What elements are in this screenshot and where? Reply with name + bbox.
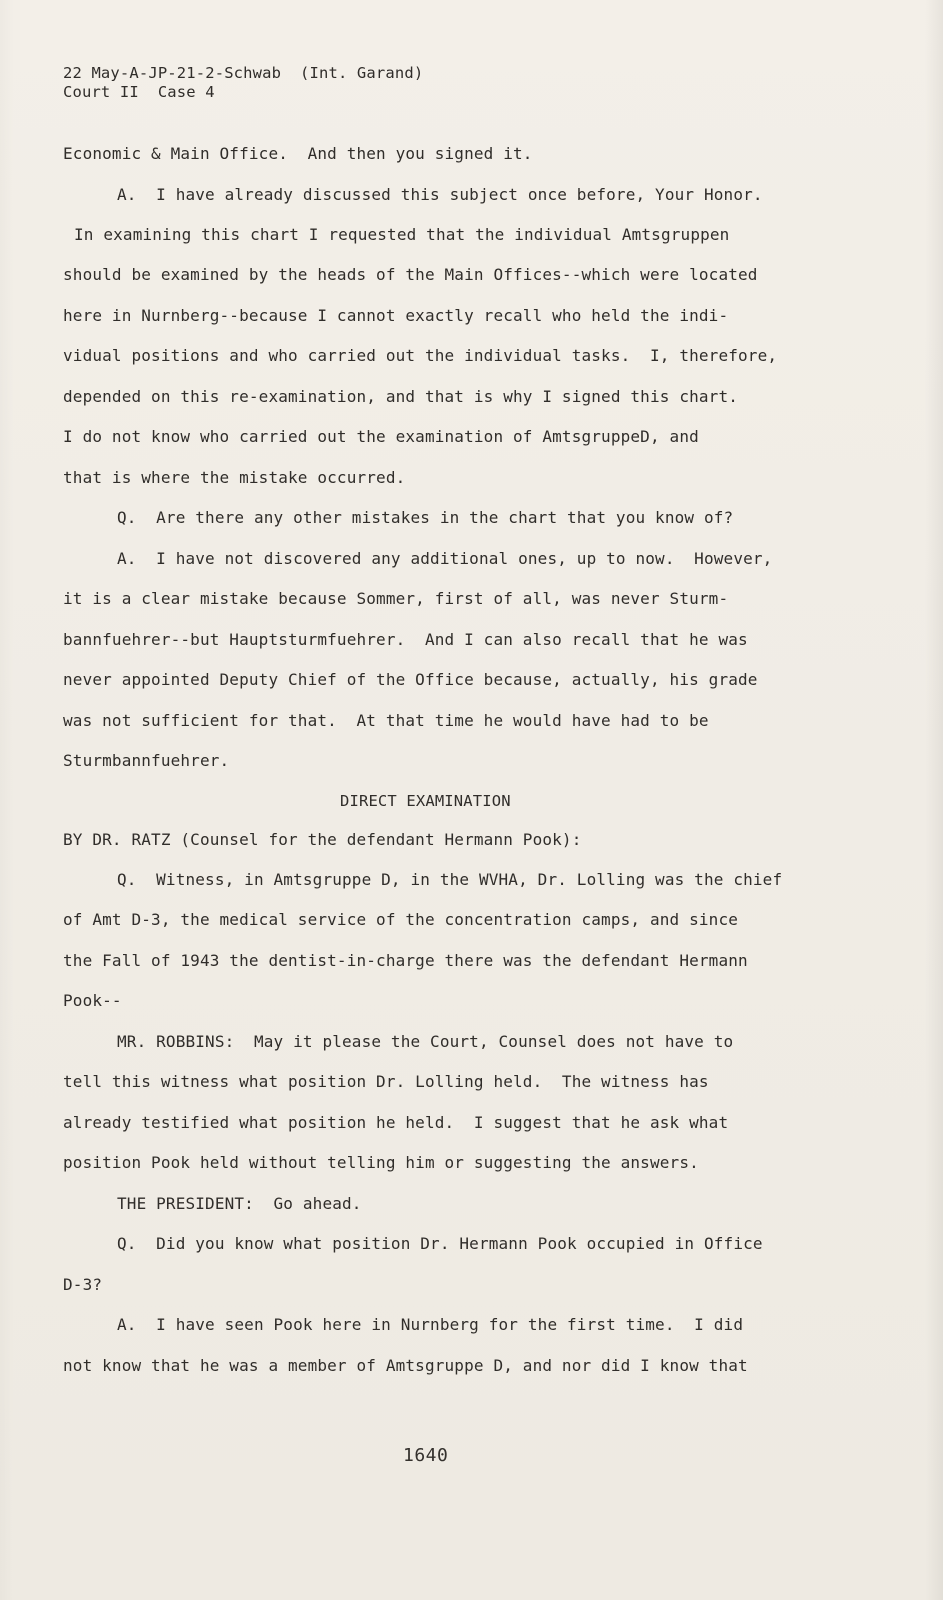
body-line-20: of Amt D-3, the medical service of the concentration camps, and since (63, 910, 739, 929)
body-line-29: D-3? (63, 1275, 103, 1294)
body-line-11: A. I have not discovered any additional ones, up to now. However, (117, 549, 773, 568)
body-line-27: THE PRESIDENT: Go ahead. (117, 1194, 362, 1213)
body-line-9: that is where the mistake occurred. (63, 468, 406, 487)
body-line-16: Sturmbannfuehrer. (63, 751, 230, 770)
body-line-30: A. I have seen Pook here in Nurnberg for the first time. I did (117, 1315, 744, 1334)
page-number: 1640 (403, 1445, 449, 1466)
body-line-3: In examining this chart I requested that the individual Amtsgruppen (74, 225, 730, 244)
body-line-25: already testified what position he held. I suggest that he ask what (63, 1113, 729, 1132)
body-line-8: I do not know who carried out the examination of AmtsgruppeD, and (63, 427, 699, 446)
body-line-2: A. I have already discussed this subject once before, Your Honor. (117, 185, 763, 204)
body-line-31: not know that he was a member of Amtsgruppe D, and nor did I know that (63, 1356, 748, 1375)
body-line-5: here in Nurnberg--because I cannot exactly recall who held the indi- (63, 306, 729, 325)
body-line-10: Q. Are there any other mistakes in the chart that you know of? (117, 508, 734, 527)
body-line-6: vidual positions and who carried out the individual tasks. I, therefore, (63, 346, 778, 365)
body-line-1: Economic & Main Office. And then you signed it. (63, 144, 533, 163)
body-line-24: tell this witness what position Dr. Lolling held. The witness has (63, 1072, 709, 1091)
body-line-28: Q. Did you know what position Dr. Hermann Pook occupied in Office (117, 1234, 763, 1253)
body-line-15: was not sufficient for that. At that time he would have had to be (63, 711, 709, 730)
section-heading: DIRECT EXAMINATION (340, 792, 511, 810)
body-line-22: Pook-- (63, 991, 122, 1010)
body-line-12: it is a clear mistake because Sommer, first of all, was never Sturm- (63, 589, 729, 608)
body-line-19: Q. Witness, in Amtsgruppe D, in the WVHA, Dr. Lolling was the chief (117, 870, 783, 889)
body-line-26: position Pook held without telling him or suggesting the answers. (63, 1153, 699, 1172)
body-line-13: bannfuehrer--but Hauptsturmfuehrer. And I can also recall that he was (63, 630, 748, 649)
body-line-14: never appointed Deputy Chief of the Office because, actually, his grade (63, 670, 758, 689)
body-line-21: the Fall of 1943 the dentist-in-charge there was the defendant Hermann (63, 951, 748, 970)
body-line-18: BY DR. RATZ (Counsel for the defendant Hermann Pook): (63, 830, 582, 849)
header-line-1: 22 May-A-JP-21-2-Schwab (Int. Garand) (63, 64, 424, 82)
body-line-23: MR. ROBBINS: May it please the Court, Counsel does not have to (117, 1032, 734, 1051)
header-line-2: Court II Case 4 (63, 83, 215, 101)
body-line-7: depended on this re-examination, and that is why I signed this chart. (63, 387, 739, 406)
body-line-4: should be examined by the heads of the Main Offices--which were located (63, 265, 758, 284)
